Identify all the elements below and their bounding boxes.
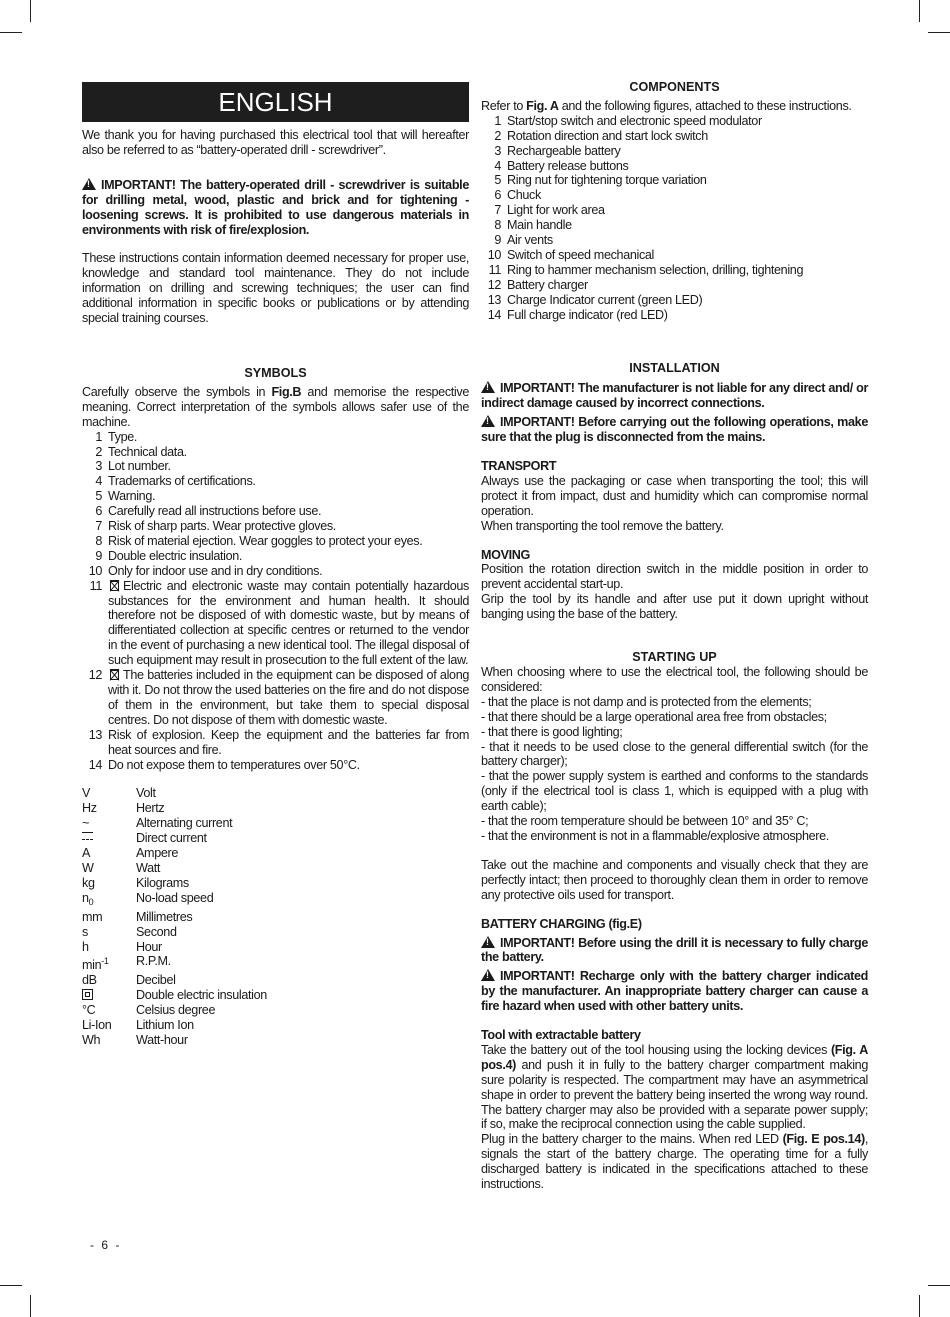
condition-item: - that there is good lighting;: [481, 724, 623, 739]
list-item: 11 Ring to hammer mechanism selection, drilling, tightening: [488, 262, 804, 277]
moving-heading: MOVING: [481, 547, 530, 562]
list-item: 1 Type.: [95, 429, 138, 444]
important-warning-text: IMPORTANT! The battery-operated drill - screwdriver is suitable for drilling metal, wood, plastic and brick and for tightening - loosening screws. It is prohibited to use dangerous materials in environments with risk of fire/explosion.: [82, 177, 469, 237]
components-intro: Refer to Fig. A and the following figures, attached to these instructions.: [481, 98, 852, 113]
units-table: [82, 786, 267, 1047]
condition-item: - that there should be a large operational area free from obstacles;: [481, 709, 827, 724]
list-item: 2 Technical data.: [95, 444, 187, 459]
symbols-heading: SYMBOLS: [244, 365, 307, 380]
list-item: 5 Ring nut for tightening torque variation: [494, 173, 707, 188]
installation-warning-2: !IMPORTANT! Before carrying out the following operations, make sure that the plug is disconnected from the mains.: [481, 415, 868, 445]
crossed-bin-icon: [110, 669, 119, 680]
list-item: 8 Risk of material ejection. Wear goggles to protect your eyes.: [95, 533, 423, 548]
list-item: 10 Only for indoor use and in dry conditions.: [88, 563, 323, 578]
list-item: 6 Chuck: [494, 188, 541, 203]
list-item: 7 Risk of sharp parts. Wear protective gloves.: [95, 519, 336, 534]
plug-text: Plug in the battery charger to the mains. When red LED (Fig. E pos.14), signals the start of the battery charge. The operating time for a fully discharged battery is indicated in the specifications attached to these instructions.: [481, 1132, 868, 1192]
extractable-text: Take the battery out of the tool housing using the locking devices (Fig. A pos.4) and push it in fully to the battery charger compartment making sure polarity is respected. The compartment may have an asymmetrical shape in order to prevent the battery being inserted the wrong way round. The battery charger may also be provided with a separate power supply; if so, make the reciprocal connection using the cable supplied.: [481, 1042, 868, 1132]
table-row: Double electric insulation: [82, 988, 267, 1003]
list-item: 14 Full charge indicator (red LED): [487, 307, 668, 322]
symbols-intro: [82, 385, 469, 430]
extractable-battery-heading: Tool with extractable battery: [481, 1028, 641, 1043]
moving-text: Position the rotation direction switch in the middle position in order to prevent accidental start-up.: [481, 562, 868, 592]
symbols-fig-ref: Fig.B: [271, 384, 302, 399]
list-item: 14 Do not expose them to temperatures over 50°C.: [88, 757, 360, 772]
condition-item: - that the room temperature should be between 10° and 35° C;: [481, 814, 809, 829]
transport-text: Always use the packaging or case when transporting the tool; this will protect it from impact, dust and humidity which can compromise normal operation.: [481, 473, 868, 518]
symbols-intro-text-2: and memorise the respective meaning. Correct interpretation of the symbols allows safer use of the machine.: [82, 384, 469, 429]
components-heading: COMPONENTS: [629, 80, 720, 94]
list-item: 4 Trademarks of certifications.: [95, 474, 256, 489]
table-row: A Ampere: [82, 846, 178, 861]
charging-warning-2: !IMPORTANT! Recharge only with the battery charger indicated by the manufacturer. An inappropriate battery charger can cause a fire hazard when used with other battery units.: [481, 969, 868, 1014]
condition-item: - that the place is not damp and is protected from the elements;: [481, 694, 812, 709]
list-item: 11 Electric and electronic waste may contain potentially hazardous substances for the environment and human health. It should therefore not be disposed of with domestic waste, but by means of differentiated collection at specific centres or returned to the vendor in the event of purchasing a new identical tool. The illegal disposal of such equipment may result in prosecution to the full extent of the law.: [89, 578, 469, 668]
list-item: 2 Rotation direction and start lock switch: [494, 128, 708, 143]
crop-mark: [30, 1295, 31, 1317]
transport-text-2: When transporting the tool remove the battery.: [481, 518, 724, 533]
warning-triangle-icon: [481, 381, 495, 393]
list-item: 4 Battery release buttons: [494, 158, 629, 173]
table-row: s Second: [82, 924, 177, 939]
list-item: 8 Main handle: [494, 218, 572, 233]
list-item: 9 Double electric insulation.: [95, 548, 243, 563]
crop-mark: [30, 0, 31, 22]
crossed-bin-icon: [110, 580, 119, 591]
left-column: [82, 80, 469, 1048]
warning-triangle-icon: [481, 415, 495, 427]
warning-triangle-icon: [481, 969, 495, 981]
table-row: $\min^{-1}$ R.P.M.: [82, 954, 171, 973]
check-text: Take out the machine and components and visually check that they are perfectly intact; then proceed to thoroughly clean them in order to remove any protective oils used for transport.: [481, 857, 868, 902]
instructions-info: These instructions contain information deemed necessary for proper use, knowledge and standard tool maintenance. They do not include information on drilling and screwing techniques; the user can find additional information in specific books or publications or by attending special training courses.: [82, 251, 469, 326]
installation-heading: INSTALLATION: [629, 360, 720, 375]
installation-warning-1: !IMPORTANT! The manufacturer is not liable for any direct and/ or indirect damage caused by incorrect connections.: [481, 381, 868, 411]
table-row: $n_0$ No-load speed: [82, 890, 214, 907]
warning-triangle-icon: [82, 178, 96, 190]
condition-item: - that it needs to be used close to the general differential switch (for the battery charger);: [481, 739, 868, 769]
list-item: 7 Light for work area: [494, 203, 605, 218]
list-item: 6 Carefully read all instructions before use.: [95, 504, 322, 519]
right-column: [481, 80, 868, 1192]
crop-mark: [919, 0, 920, 22]
important-warning: [82, 178, 469, 238]
list-item: 9 Air vents: [494, 233, 553, 248]
list-item: 12 Battery charger: [487, 277, 588, 292]
list-item: 3 Lot number.: [95, 459, 171, 474]
table-row: Wh Watt-hour: [82, 1032, 188, 1047]
components-fig-ref: Fig. A: [526, 98, 559, 113]
table-row: kg Kilograms: [82, 875, 189, 890]
crop-mark: [928, 1285, 950, 1286]
table-row: mm Millimetres: [82, 909, 193, 924]
table-row: W Watt: [82, 860, 161, 875]
battery-charging-heading: BATTERY CHARGING (fig.E): [481, 916, 642, 931]
language-banner: [82, 82, 469, 122]
charging-warning-1: !IMPORTANT! Before using the drill it is necessary to fully charge the battery.: [481, 936, 868, 966]
components-list: [481, 114, 868, 323]
crop-mark: [919, 1295, 920, 1317]
list-item: 12 The batteries included in the equipment can be disposed of along with it. Do not throw the used batteries on the fire and do not dispose of them in the environment, but take them to special disposal centres. Do not dispose of them with domestic waste.: [88, 668, 469, 727]
table-row: ~ Alternating current: [82, 816, 233, 831]
list-item: 13 Charge Indicator current (green LED): [487, 292, 703, 307]
crop-mark: [0, 32, 22, 33]
double-insulation-icon: [82, 989, 93, 1000]
table-row: Li-Ion Lithium Ion: [82, 1018, 194, 1033]
table-row: dB Decibel: [82, 973, 176, 988]
list-item: 3 Rechargeable battery: [494, 143, 621, 158]
table-row: Direct current: [82, 831, 267, 846]
crop-mark: [0, 1285, 22, 1286]
transport-heading: TRANSPORT: [481, 459, 557, 474]
moving-text-2: Grip the tool by its handle and after use put it down upright without banging using the base of the battery.: [481, 592, 868, 622]
symbols-intro-text: Carefully observe the symbols in: [82, 384, 272, 399]
condition-item: - that the environment is not in a flammable/explosive atmosphere.: [481, 828, 829, 843]
starting-up-heading: STARTING UP: [632, 650, 717, 665]
list-item: 1 Start/stop switch and electronic speed modulator: [494, 113, 762, 128]
table-row: Hz Hertz: [82, 801, 165, 816]
list-item: 5 Warning.: [95, 489, 156, 504]
table-row: V Volt: [82, 786, 156, 801]
starting-up-intro: When choosing where to use the electrical tool, the following should be considered:: [481, 665, 868, 694]
condition-item: - that the power supply system is earthed and conforms to the standards (only if the electrical tool is class 1, which is equipped with a plug with earth cable);: [481, 769, 868, 814]
direct-current-icon: [82, 832, 93, 840]
list-item: 10 Switch of speed mechanical: [487, 247, 655, 262]
table-row: °C Celsius degree: [82, 1003, 216, 1018]
warning-triangle-icon: [481, 936, 495, 948]
crop-mark: [928, 32, 950, 33]
list-item: 13 Risk of explosion. Keep the equipment and the batteries far from heat sources and fire.: [88, 727, 469, 757]
intro-thanks: We thank you for having purchased this electrical tool that will hereafter also be referred to as “battery-operated drill - screwdriver”.: [82, 128, 469, 157]
table-row: h Hour: [82, 939, 162, 954]
language-title: ENGLISH: [218, 86, 333, 117]
page-number: - 6 -: [90, 1238, 122, 1252]
symbols-list: [82, 430, 469, 773]
